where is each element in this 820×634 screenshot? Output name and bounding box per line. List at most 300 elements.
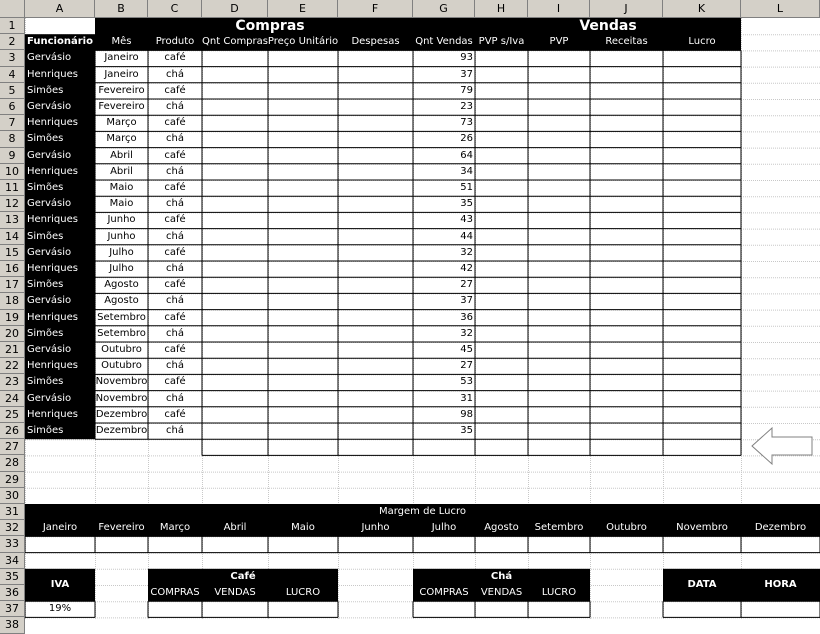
cell-empty[interactable] [202, 196, 268, 212]
cell-empty[interactable] [528, 391, 590, 407]
cell-empty[interactable] [202, 293, 268, 309]
cell-funcionario[interactable]: Henriques [27, 214, 78, 226]
cha-value-cell[interactable] [528, 601, 590, 617]
cell-empty[interactable] [590, 67, 663, 83]
cell-funcionario[interactable]: Gervásio [27, 198, 72, 210]
cell-qnt-vendas[interactable]: 79 [460, 84, 473, 96]
row-header-13[interactable]: 13 [0, 212, 25, 228]
cell-qnt-vendas[interactable]: 27 [460, 360, 473, 372]
cell-empty[interactable] [663, 261, 741, 277]
cell-funcionario[interactable]: Gervásio [27, 295, 72, 307]
cell-empty[interactable] [528, 342, 590, 358]
cell-empty[interactable] [268, 326, 338, 342]
cell-funcionario[interactable]: Simões [27, 84, 64, 96]
cell-empty[interactable] [663, 115, 741, 131]
cafe-value-cell[interactable] [148, 601, 202, 617]
row-header-19[interactable]: 19 [0, 310, 25, 326]
cell-empty[interactable] [338, 196, 413, 212]
cell-empty[interactable] [663, 148, 741, 164]
row-header-21[interactable]: 21 [0, 342, 25, 358]
column-header-j[interactable]: J [590, 0, 663, 18]
cell-qnt-vendas[interactable]: 42 [460, 263, 473, 275]
cell-empty[interactable] [338, 115, 413, 131]
row-header-17[interactable]: 17 [0, 277, 25, 293]
cell-empty[interactable] [663, 277, 741, 293]
cell-empty[interactable] [590, 164, 663, 180]
cell-empty[interactable] [338, 293, 413, 309]
data-value-cell[interactable] [663, 601, 741, 617]
cell-empty[interactable] [475, 407, 528, 423]
cell-empty[interactable] [338, 407, 413, 423]
cell-empty[interactable] [663, 99, 741, 115]
row-header-9[interactable]: 9 [0, 148, 25, 164]
cell-empty[interactable] [268, 83, 338, 99]
column-header-k[interactable]: K [663, 0, 741, 18]
cell-empty[interactable] [202, 67, 268, 83]
cell-empty[interactable] [338, 212, 413, 228]
cell-empty[interactable] [268, 245, 338, 261]
cell-produto[interactable]: café [164, 246, 186, 258]
cell-empty[interactable] [528, 358, 590, 374]
cell-empty[interactable] [663, 326, 741, 342]
cell-empty[interactable] [338, 326, 413, 342]
cell-empty[interactable] [590, 212, 663, 228]
cell-qnt-vendas[interactable]: 51 [460, 182, 473, 194]
cell-empty[interactable] [590, 293, 663, 309]
cell-qnt-vendas[interactable]: 43 [460, 214, 473, 226]
cell-empty[interactable] [268, 277, 338, 293]
cell-empty[interactable] [338, 310, 413, 326]
row-header-4[interactable]: 4 [0, 67, 25, 83]
cell-empty[interactable] [475, 342, 528, 358]
cell-qnt-vendas[interactable]: 44 [460, 230, 473, 242]
row-header-16[interactable]: 16 [0, 261, 25, 277]
cell-empty[interactable] [202, 99, 268, 115]
cell-produto[interactable]: chá [166, 263, 184, 275]
cell-empty[interactable] [338, 164, 413, 180]
cell-empty[interactable] [663, 310, 741, 326]
margem-value-cell[interactable] [25, 536, 95, 552]
column-header-d[interactable]: D [202, 0, 268, 18]
row-header-28[interactable]: 28 [0, 455, 25, 471]
cell-empty[interactable] [338, 374, 413, 390]
row-header-12[interactable]: 12 [0, 196, 25, 212]
cell-empty[interactable] [338, 180, 413, 196]
cell-funcionario[interactable]: Gervásio [27, 52, 72, 64]
cell-empty[interactable] [338, 99, 413, 115]
cell-qnt-vendas[interactable]: 45 [460, 344, 473, 356]
cell-empty[interactable] [268, 196, 338, 212]
cell-produto[interactable]: café [164, 344, 186, 356]
cell-produto[interactable]: chá [166, 68, 184, 80]
cell-empty[interactable] [590, 50, 663, 66]
cell-empty[interactable] [202, 277, 268, 293]
cell-mes[interactable]: Janeiro [104, 68, 139, 80]
row-header-10[interactable]: 10 [0, 164, 25, 180]
cell-empty[interactable] [663, 407, 741, 423]
row-header-33[interactable]: 33 [0, 536, 25, 552]
cafe-value-cell[interactable] [202, 601, 268, 617]
cell-mes[interactable]: Janeiro [104, 52, 139, 64]
cell-qnt-vendas[interactable]: 64 [460, 149, 473, 161]
hora-value-cell[interactable] [741, 601, 820, 617]
cell-qnt-vendas[interactable]: 32 [460, 246, 473, 258]
row-header-31[interactable]: 31 [0, 504, 25, 520]
cell-empty[interactable] [268, 407, 338, 423]
cell-empty[interactable] [590, 374, 663, 390]
cell-empty[interactable] [475, 148, 528, 164]
cell-empty[interactable] [663, 180, 741, 196]
cell-empty[interactable] [268, 115, 338, 131]
cell-qnt-vendas[interactable]: 73 [460, 117, 473, 129]
cell-empty[interactable] [590, 358, 663, 374]
row-header-32[interactable]: 32 [0, 520, 25, 536]
cell-mes[interactable]: Setembro [97, 311, 146, 323]
row-header-34[interactable]: 34 [0, 553, 25, 569]
column-header-c[interactable]: C [148, 0, 202, 18]
cell-empty[interactable] [338, 261, 413, 277]
cell-empty[interactable] [268, 358, 338, 374]
cell-mes[interactable]: Novembro [95, 376, 148, 388]
cell-empty[interactable] [268, 50, 338, 66]
cell-funcionario[interactable]: Henriques [27, 68, 78, 80]
row-header-6[interactable]: 6 [0, 99, 25, 115]
cell-funcionario[interactable]: Simões [27, 327, 64, 339]
cell-produto[interactable]: café [164, 279, 186, 291]
cell-empty[interactable] [268, 261, 338, 277]
margem-value-cell[interactable] [148, 536, 202, 552]
cell-mes[interactable]: Fevereiro [98, 101, 145, 113]
row-header-5[interactable]: 5 [0, 83, 25, 99]
cell-empty[interactable] [663, 196, 741, 212]
cell-empty[interactable] [475, 50, 528, 66]
cell-empty[interactable] [663, 229, 741, 245]
cell-mes[interactable]: Março [106, 117, 137, 129]
cell-qnt-vendas[interactable]: 37 [460, 68, 473, 80]
cell-mes[interactable]: Dezembro [95, 425, 148, 437]
cell-empty[interactable] [475, 277, 528, 293]
cell-qnt-vendas[interactable]: 53 [460, 376, 473, 388]
margem-value-cell[interactable] [590, 536, 663, 552]
cell-qnt-vendas[interactable]: 36 [460, 311, 473, 323]
cell-empty[interactable] [338, 131, 413, 147]
cell-empty[interactable] [338, 245, 413, 261]
cell-mes[interactable]: Maio [109, 198, 134, 210]
row-header-8[interactable]: 8 [0, 131, 25, 147]
row-header-11[interactable]: 11 [0, 180, 25, 196]
column-header-g[interactable]: G [413, 0, 475, 18]
cell-produto[interactable]: café [164, 117, 186, 129]
cell-empty[interactable] [528, 67, 590, 83]
cell-empty[interactable] [475, 83, 528, 99]
row-header-20[interactable]: 20 [0, 326, 25, 342]
cell-funcionario[interactable]: Simões [27, 182, 64, 194]
cell-empty[interactable] [202, 326, 268, 342]
cell-qnt-vendas[interactable]: 31 [460, 392, 473, 404]
cell-empty[interactable] [475, 358, 528, 374]
cell-empty[interactable] [590, 310, 663, 326]
cell-empty[interactable] [590, 326, 663, 342]
cell-empty[interactable] [528, 277, 590, 293]
cell-empty[interactable] [202, 358, 268, 374]
column-header-l[interactable]: L [741, 0, 820, 18]
cell-qnt-vendas[interactable]: 93 [460, 52, 473, 64]
cell-empty[interactable] [202, 229, 268, 245]
cell-produto[interactable]: chá [166, 230, 184, 242]
cell-empty[interactable] [663, 131, 741, 147]
cell-mes[interactable]: Outubro [101, 344, 142, 356]
cell-empty[interactable] [590, 131, 663, 147]
cell-empty[interactable] [528, 261, 590, 277]
cell-empty[interactable] [475, 391, 528, 407]
cell-funcionario[interactable]: Simões [27, 133, 64, 145]
cell-empty[interactable] [338, 391, 413, 407]
row-header-25[interactable]: 25 [0, 407, 25, 423]
cell-empty[interactable] [663, 50, 741, 66]
cell-empty[interactable] [202, 131, 268, 147]
cell-empty[interactable] [528, 50, 590, 66]
cell-qnt-vendas[interactable]: 27 [460, 279, 473, 291]
cell-produto[interactable]: chá [166, 360, 184, 372]
cell-empty[interactable] [528, 196, 590, 212]
cell-empty[interactable] [202, 164, 268, 180]
cell-produto[interactable]: chá [166, 101, 184, 113]
cell-empty[interactable] [590, 423, 663, 439]
margem-value-cell[interactable] [528, 536, 590, 552]
cell-empty[interactable] [338, 277, 413, 293]
cell-empty[interactable] [202, 374, 268, 390]
cell-empty[interactable] [528, 407, 590, 423]
cell-produto[interactable]: chá [166, 165, 184, 177]
cell-produto[interactable]: café [164, 376, 186, 388]
cell-empty[interactable] [475, 212, 528, 228]
cell-empty[interactable] [528, 310, 590, 326]
cell-empty[interactable] [663, 164, 741, 180]
cell-empty[interactable] [338, 67, 413, 83]
cell-qnt-vendas[interactable]: 98 [460, 408, 473, 420]
column-header-a[interactable]: A [25, 0, 95, 18]
cell-empty[interactable] [475, 115, 528, 131]
cell-empty[interactable] [338, 50, 413, 66]
cell-empty[interactable] [475, 164, 528, 180]
cell-produto[interactable]: café [164, 52, 186, 64]
cell-empty[interactable] [528, 293, 590, 309]
cell-funcionario[interactable]: Henriques [27, 165, 78, 177]
cell-mes[interactable]: Novembro [95, 392, 148, 404]
cell-empty[interactable] [475, 229, 528, 245]
cell-empty[interactable] [528, 326, 590, 342]
cell-empty[interactable] [590, 342, 663, 358]
row-header-36[interactable]: 36 [0, 585, 25, 601]
row-header-3[interactable]: 3 [0, 50, 25, 66]
cell-empty[interactable] [475, 131, 528, 147]
cell-empty[interactable] [663, 83, 741, 99]
cell-empty[interactable] [528, 115, 590, 131]
cell-qnt-vendas[interactable]: 35 [460, 425, 473, 437]
cell-empty[interactable] [202, 310, 268, 326]
cell-funcionario[interactable]: Gervásio [27, 392, 72, 404]
cell-empty[interactable] [528, 423, 590, 439]
cell-empty[interactable] [475, 310, 528, 326]
cell-empty[interactable] [202, 423, 268, 439]
row-header-35[interactable]: 35 [0, 569, 25, 585]
cell-empty[interactable] [268, 180, 338, 196]
cell-empty[interactable] [475, 245, 528, 261]
cell-qnt-vendas[interactable]: 32 [460, 327, 473, 339]
cell-empty[interactable] [268, 164, 338, 180]
cell-funcionario[interactable]: Simões [27, 279, 64, 291]
cell-mes[interactable]: Abril [110, 165, 133, 177]
cell-produto[interactable]: chá [166, 133, 184, 145]
cell-empty[interactable] [268, 131, 338, 147]
cell-empty[interactable] [528, 99, 590, 115]
cha-value-cell[interactable] [475, 601, 528, 617]
cell-empty[interactable] [528, 245, 590, 261]
cha-value-cell[interactable] [413, 601, 475, 617]
cell-empty[interactable] [202, 391, 268, 407]
cell-empty[interactable] [268, 212, 338, 228]
cell-empty[interactable] [268, 374, 338, 390]
cell-produto[interactable]: café [164, 408, 186, 420]
cell-mes[interactable]: Dezembro [95, 408, 148, 420]
cell-qnt-vendas[interactable]: 23 [460, 101, 473, 113]
cell-empty[interactable] [338, 342, 413, 358]
margem-value-cell[interactable] [475, 536, 528, 552]
cell-empty[interactable] [268, 423, 338, 439]
cell-mes[interactable]: Fevereiro [98, 84, 145, 96]
cell-funcionario[interactable]: Henriques [27, 408, 78, 420]
cell-empty[interactable] [590, 99, 663, 115]
cell-produto[interactable]: café [164, 149, 186, 161]
cell-empty[interactable] [475, 196, 528, 212]
cell-empty[interactable] [590, 196, 663, 212]
cell-mes[interactable]: Agosto [104, 279, 139, 291]
cell-qnt-vendas[interactable]: 34 [460, 165, 473, 177]
cell-funcionario[interactable]: Henriques [27, 117, 78, 129]
row-header-30[interactable]: 30 [0, 488, 25, 504]
cell-empty[interactable] [663, 358, 741, 374]
cell-mes[interactable]: Março [106, 133, 137, 145]
cell-produto[interactable]: chá [166, 327, 184, 339]
cell-produto[interactable]: chá [166, 295, 184, 307]
cell-empty[interactable] [338, 229, 413, 245]
cell-empty[interactable] [268, 310, 338, 326]
column-header-f[interactable]: F [338, 0, 413, 18]
cell-empty[interactable] [590, 229, 663, 245]
cell-empty[interactable] [268, 99, 338, 115]
cell-empty[interactable] [590, 277, 663, 293]
cell-funcionario[interactable]: Simões [27, 230, 64, 242]
cell-empty[interactable] [202, 212, 268, 228]
cell-funcionario[interactable]: Henriques [27, 263, 78, 275]
cell-empty[interactable] [528, 83, 590, 99]
cell-empty[interactable] [202, 180, 268, 196]
cell-empty[interactable] [202, 148, 268, 164]
margem-value-cell[interactable] [663, 536, 741, 552]
cell-empty[interactable] [528, 131, 590, 147]
cell-mes[interactable]: Abril [110, 149, 133, 161]
cell-empty[interactable] [590, 261, 663, 277]
cell-empty[interactable] [590, 245, 663, 261]
cell-qnt-vendas[interactable]: 35 [460, 198, 473, 210]
row-header-37[interactable]: 37 [0, 601, 25, 617]
cell-empty[interactable] [202, 245, 268, 261]
cell-empty[interactable] [663, 212, 741, 228]
cell-qnt-vendas[interactable]: 26 [460, 133, 473, 145]
cell-empty[interactable] [663, 245, 741, 261]
column-header-i[interactable]: I [528, 0, 590, 18]
cell-mes[interactable]: Junho [107, 214, 136, 226]
cell-empty[interactable] [268, 67, 338, 83]
cell-produto[interactable]: café [164, 311, 186, 323]
row-header-23[interactable]: 23 [0, 374, 25, 390]
cell-empty[interactable] [475, 374, 528, 390]
cell-empty[interactable] [338, 423, 413, 439]
cell-empty[interactable] [663, 67, 741, 83]
cell-mes[interactable]: Setembro [97, 327, 146, 339]
cell-empty[interactable] [663, 342, 741, 358]
cell-empty[interactable] [528, 374, 590, 390]
cell-empty[interactable] [202, 50, 268, 66]
iva-value[interactable]: 19% [48, 603, 72, 615]
cell-empty[interactable] [590, 180, 663, 196]
cell-empty[interactable] [528, 164, 590, 180]
cell-empty[interactable] [528, 148, 590, 164]
cell-produto[interactable]: café [164, 182, 186, 194]
cell-empty[interactable] [475, 67, 528, 83]
cafe-value-cell[interactable] [268, 601, 338, 617]
row-header-7[interactable]: 7 [0, 115, 25, 131]
cell-produto[interactable]: café [164, 214, 186, 226]
margem-value-cell[interactable] [202, 536, 268, 552]
cell-empty[interactable] [590, 407, 663, 423]
cell-empty[interactable] [268, 391, 338, 407]
cell-empty[interactable] [663, 374, 741, 390]
row-header-15[interactable]: 15 [0, 245, 25, 261]
cell-empty[interactable] [475, 180, 528, 196]
cell-empty[interactable] [590, 115, 663, 131]
cell-funcionario[interactable]: Simões [27, 425, 64, 437]
cell-empty[interactable] [663, 423, 741, 439]
cell-qnt-vendas[interactable]: 37 [460, 295, 473, 307]
cell-empty[interactable] [338, 148, 413, 164]
cell-funcionario[interactable]: Gervásio [27, 344, 72, 356]
row-header-38[interactable]: 38 [0, 617, 25, 633]
margem-value-cell[interactable] [95, 536, 148, 552]
cell-empty[interactable] [528, 180, 590, 196]
cell-empty[interactable] [202, 342, 268, 358]
column-header-h[interactable]: H [475, 0, 528, 18]
cell-mes[interactable]: Outubro [101, 360, 142, 372]
cell-funcionario[interactable]: Gervásio [27, 246, 72, 258]
column-header-b[interactable]: B [95, 0, 148, 18]
cell-empty[interactable] [202, 115, 268, 131]
cell-empty[interactable] [590, 83, 663, 99]
margem-value-cell[interactable] [268, 536, 338, 552]
cell-empty[interactable] [663, 293, 741, 309]
cell-empty[interactable] [338, 83, 413, 99]
cell-empty[interactable] [528, 212, 590, 228]
cell-empty[interactable] [475, 261, 528, 277]
cell-empty[interactable] [475, 99, 528, 115]
cell-empty[interactable] [475, 423, 528, 439]
row-header-29[interactable]: 29 [0, 472, 25, 488]
row-header-14[interactable]: 14 [0, 229, 25, 245]
cell-empty[interactable] [202, 83, 268, 99]
cell-produto[interactable]: chá [166, 392, 184, 404]
cell-empty[interactable] [268, 342, 338, 358]
cell-mes[interactable]: Maio [109, 182, 134, 194]
